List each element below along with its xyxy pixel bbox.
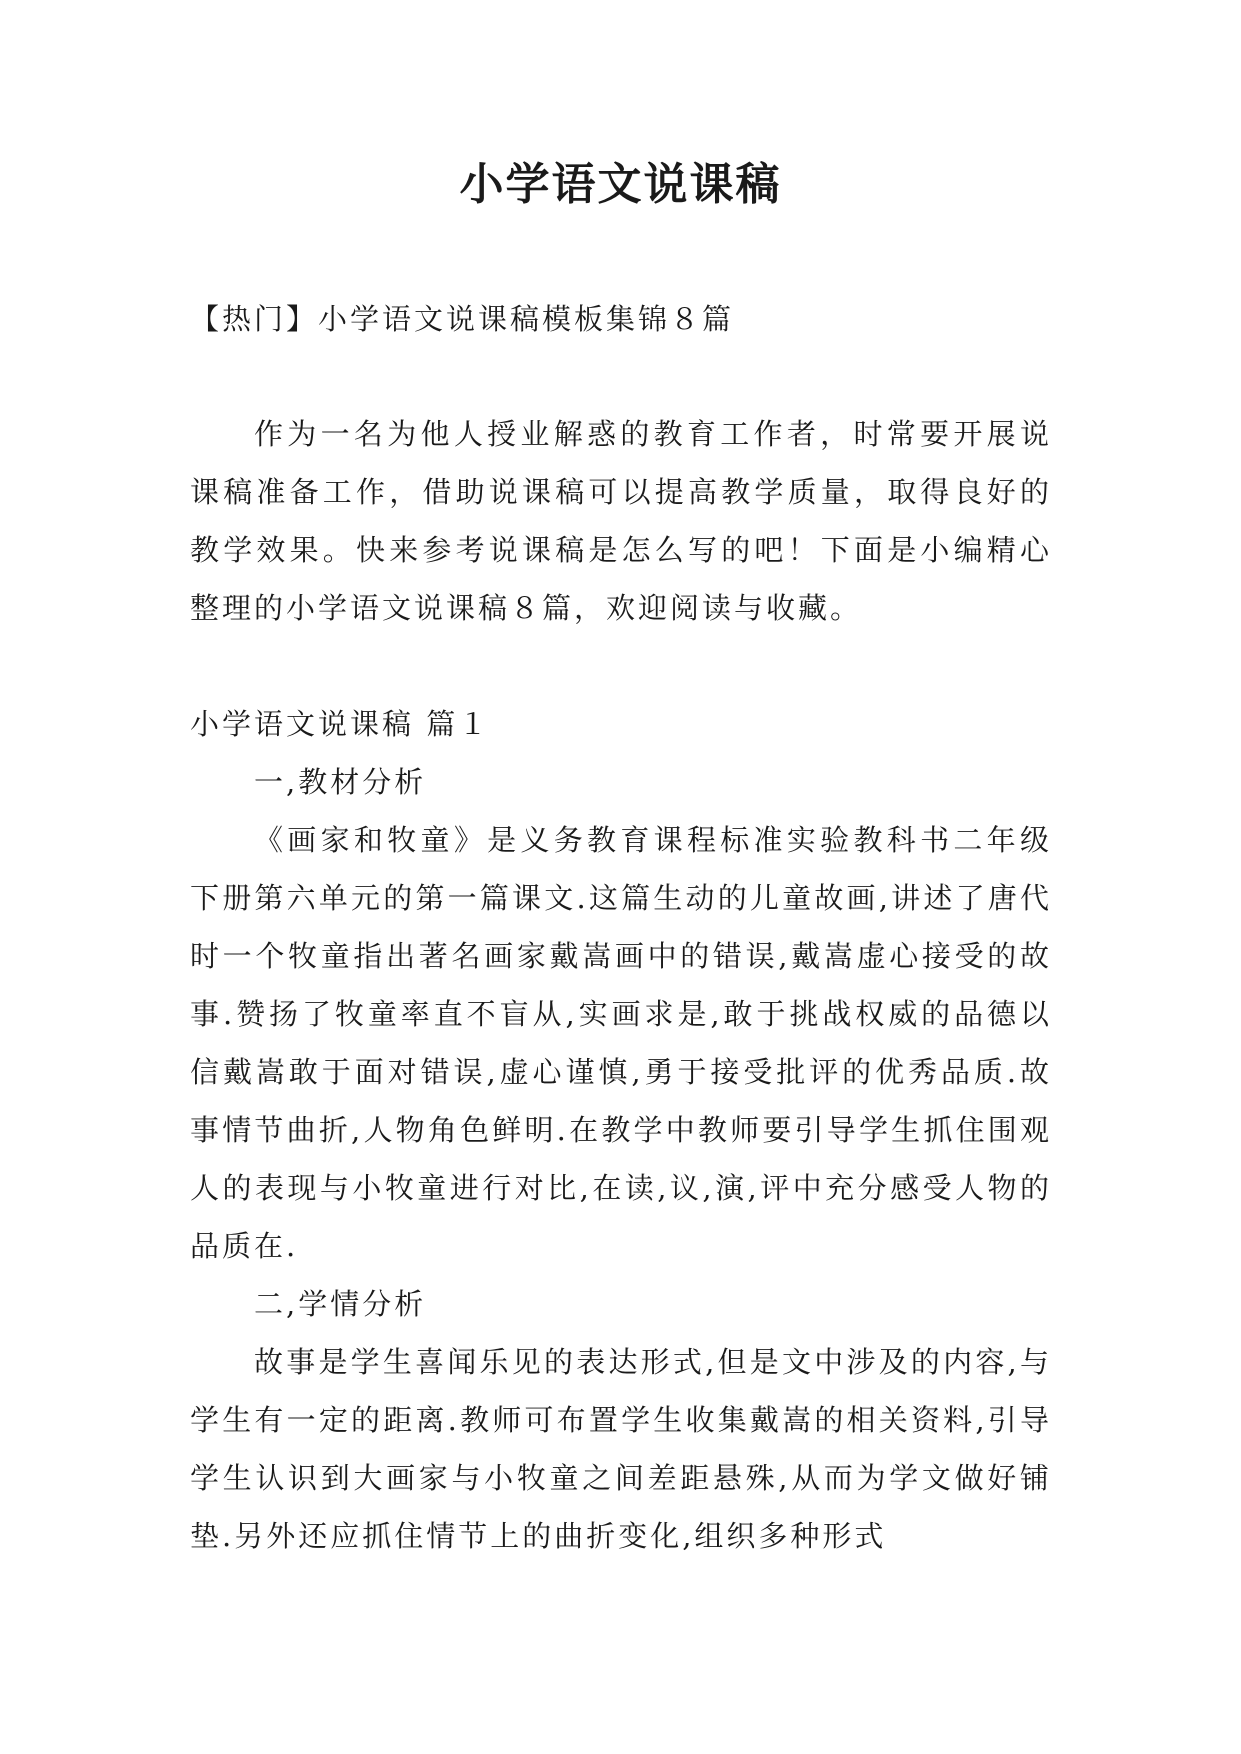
document-subtitle	[190, 290, 1052, 348]
subtitle-text: 【热门】小学语文说课稿模板集锦８篇	[190, 302, 735, 336]
section-heading-learner-analysis: 二,学情分析	[254, 1287, 427, 1321]
intro-block	[190, 405, 1052, 637]
section-heading-textbook-analysis: 一,教材分析	[254, 765, 427, 799]
intro-paragraph: 作为一名为他人授业解惑的教育工作者，时常要开展说课稿准备工作，借助说课稿可以提高教学质量，取得良好的教学效果。快来参考说课稿是怎么写的吧！下面是小编精心整理的小学语文说课稿８篇，欢迎阅读与收藏。	[190, 417, 1052, 625]
section-paragraph-textbook-analysis: 《画家和牧童》是义务教育课程标准实验教科书二年级下册第六单元的第一篇课文.这篇生动的儿童故画,讲述了唐代时一个牧童指出著名画家戴嵩画中的错误,戴嵩虚心接受的故事.赞扬了牧童率直不盲从,实画求是,敢于挑战权威的品德以信戴嵩敢于面对错误,虚心谨慎,勇于接受批评的优秀品质.故事情节曲折,人物角色鲜明.在教学中教师要引导学生抓住围观人的表现与小牧童进行对比,在读,议,演,评中充分感受人物的品质在.	[190, 823, 1052, 1263]
article-heading: 小学语文说课稿 篇１	[190, 707, 491, 741]
document-title: 小学语文说课稿	[459, 159, 782, 210]
section-paragraph-learner-analysis: 故事是学生喜闻乐见的表达形式,但是文中涉及的内容,与学生有一定的距离.教师可布置学生收集戴嵩的相关资料,引导学生认识到大画家与小牧童之间差距悬殊,从而为学文做好铺垫.另外还应抓住情节上的曲折变化,组织多种形式	[190, 1345, 1052, 1553]
article-body	[190, 695, 1052, 1565]
